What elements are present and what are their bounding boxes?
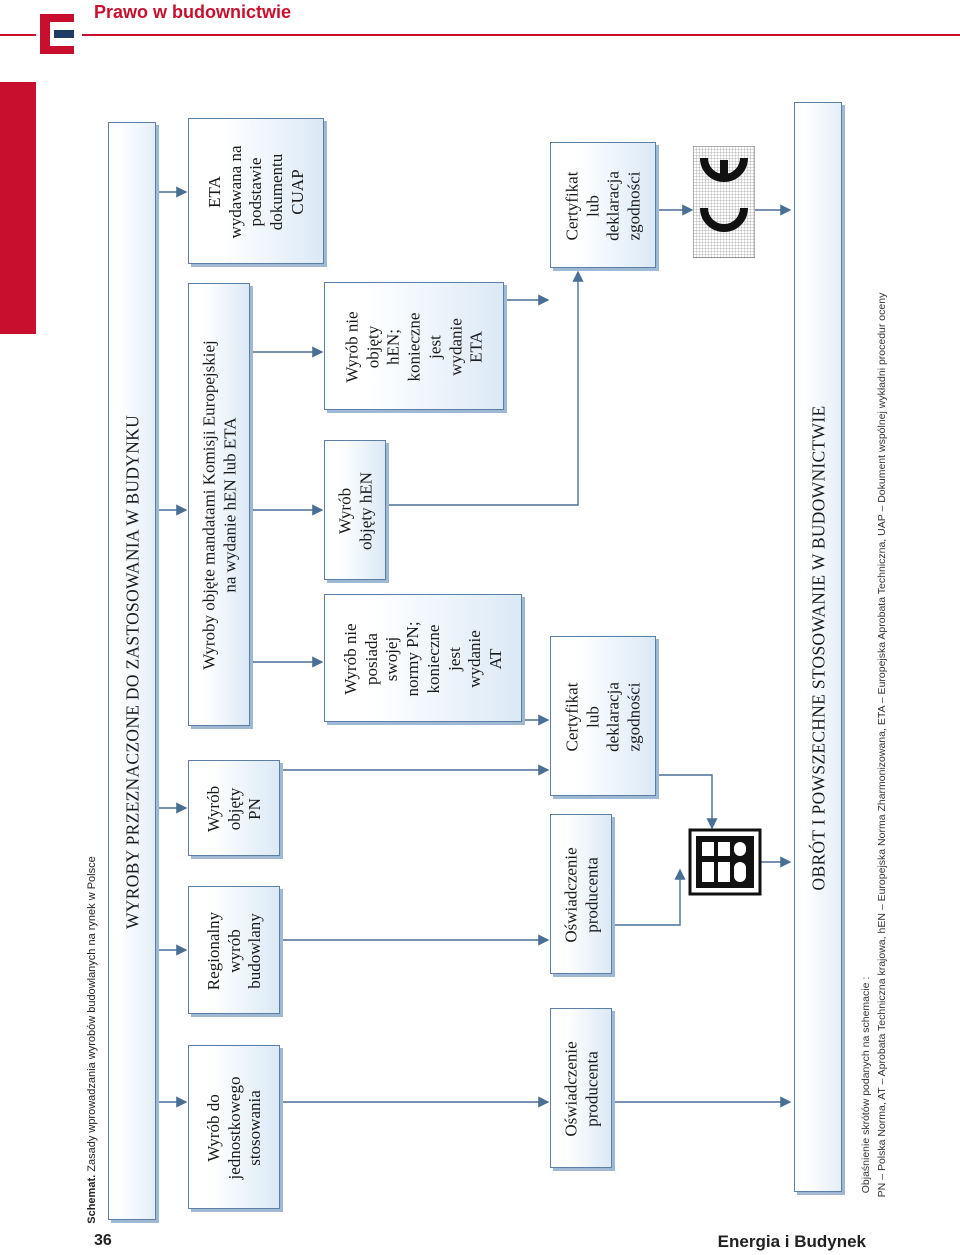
level1-box-mandate bbox=[188, 283, 250, 726]
level1-box-individual bbox=[188, 1045, 280, 1209]
level3-box-declaration-2-label: Oświadczenie producenta bbox=[561, 847, 601, 943]
level1-box-pn-label: Wyrób objęty PN bbox=[203, 785, 265, 833]
connector-l3-2-mark bbox=[656, 775, 712, 828]
level3-box-certificate-2 bbox=[550, 142, 656, 268]
level2-box-hen-label: Wyrób objęty hEN bbox=[335, 472, 375, 550]
b-mark-icon bbox=[688, 828, 762, 896]
level1-box-pn bbox=[188, 760, 280, 856]
caption-text: Zasady wprowadzania wyrobów budowlanych na rynek w Polsce bbox=[86, 856, 98, 1172]
level3-box-certificate-1 bbox=[550, 636, 656, 796]
level1-box-regional bbox=[188, 886, 280, 1014]
level3-box-certificate-1-label: Certyfikat lub deklaracja zgodności bbox=[562, 682, 644, 752]
section-title: Prawo w budownictwie bbox=[94, 2, 292, 22]
footnote-line2: PN – Polska Norma, AT – Aprobata Techniczna krajowa, hEN – Europejska Norma Zharmonizowana, ETA – Europejska Aprobata Techniczna, UAP – Dokument wspólnej wykładni procedur oceny bbox=[876, 292, 888, 1198]
level1-box-regional-label: Regionalny wyrób budowlany bbox=[203, 911, 265, 991]
level1-box-eta-cuap-label: ETA wydawana na podstawie dokumentu CUAP bbox=[205, 145, 308, 239]
top-banner bbox=[108, 122, 156, 1220]
level2-box-hen bbox=[324, 440, 386, 580]
level1-box-eta-cuap bbox=[188, 118, 324, 264]
level1-box-individual-label: Wyrób do jednostkowego stosowania bbox=[203, 1076, 265, 1180]
page-number: 36 bbox=[94, 1232, 112, 1249]
level1-box-mandate-label: Wyroby objęte mandatami Komisji Europejskiej na wydanie hEN lub ETA bbox=[199, 340, 239, 670]
level2-box-no-pn bbox=[324, 594, 522, 722]
bottom-banner-label: OBRÓT I POWSZECHNE STOSOWANIE W BUDOWNICTWIE bbox=[808, 405, 829, 891]
bottom-banner bbox=[794, 102, 842, 1192]
level2-box-no-pn-label: Wyrób nie posiada swojej normy PN; konieczne jest wydanie AT bbox=[341, 621, 506, 697]
top-banner-label: WYROBY PRZEZNACZONE DO ZASTOSOWANIA W BUDYNKU bbox=[122, 414, 143, 930]
level3-box-declaration-1-label: Oświadczenie producenta bbox=[561, 1041, 601, 1137]
caption-prefix: Schemat. bbox=[86, 1174, 98, 1224]
ce-mark-icon bbox=[693, 146, 755, 258]
magazine-name: Energia i Budynek bbox=[717, 1232, 866, 1251]
level2-box-no-hen bbox=[324, 282, 504, 410]
level3-box-certificate-2-label: Certyfikat lub deklaracja zgodności bbox=[562, 171, 644, 241]
footnote-line1: Objaśnienie skrótów podanych na schemacie : bbox=[860, 976, 872, 1194]
level2-box-no-hen-label: Wyrób nie objęty hEN; konieczne jest wydanie ETA bbox=[342, 311, 486, 383]
level3-box-declaration-2 bbox=[550, 814, 612, 974]
connector-l3-1-mark bbox=[612, 870, 680, 925]
level3-box-declaration-1 bbox=[550, 1008, 612, 1168]
